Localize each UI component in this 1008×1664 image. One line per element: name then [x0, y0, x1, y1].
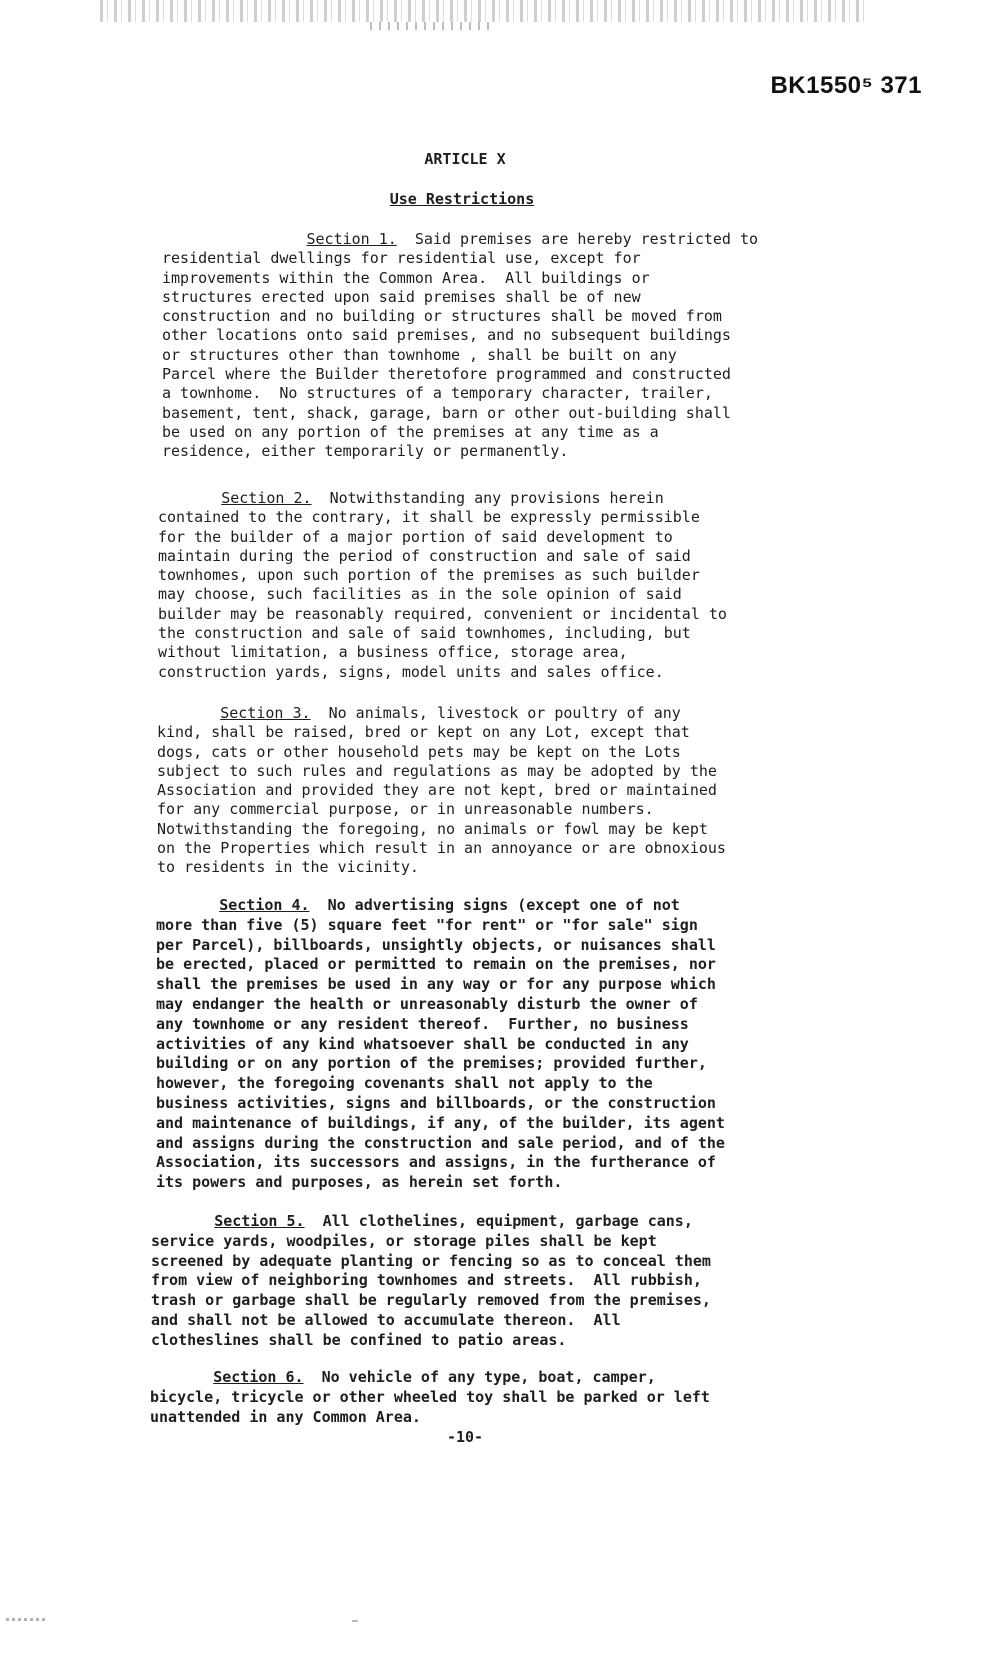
section-5-first-line: All clothelines, equipment, garbage cans, — [304, 1212, 693, 1230]
article-subtitle: Use Restrictions — [389, 190, 535, 208]
section-1-body: residential dwellings for residential use, except for improvements within the Common Area. All buildings or structures erected upon said premises shall be of new construction and no building or structures shall be moved from other locations onto said premises, and no subsequent buildings or structures other than townhome , shall be built on any Parcel where the Builder theretofore programmed and constructed a townhome. No structures of a temporary character, trailer, basement, tent, shack, garage, barn or other out-building shall be used on any portion of the premises at any time as a residence, either temporarily or permanently. — [162, 249, 731, 461]
section-4-body: more than five (5) square feet "for rent" or "for sale" sign per Parcel), billboards, unsightly objects, or nuisances shall be erected, placed or permitted to remain on the premises, nor shall the premises be used in any way or for any purpose which may endanger the health or unreasonably disturb the owner of any townhome or any resident thereof. Further, no business activities of any kind whatsoever shall be conducted in any building or on any portion of the premises; provided further, however, the foregoing covenants shall not apply to the business activities, signs and billboards, or the construction and maintenance of buildings, if any, of the builder, its agent and assigns during the construction and sale period, and of the Association, its successors and assigns, in the furtherance of its powers and purposes, as herein set forth. — [156, 915, 725, 1192]
section-1-first-line: Said premises are hereby restricted to — [396, 230, 759, 248]
section-2-first-line: Notwithstanding any provisions herein — [311, 489, 664, 507]
section-6-label: Section 6. — [213, 1368, 304, 1386]
section-6-body: bicycle, tricycle or other wheeled toy shall be parked or left unattended in any Common Area. — [150, 1387, 710, 1426]
section-2-label: Section 2. — [221, 489, 312, 507]
section-3-label: Section 3. — [220, 704, 311, 722]
article-title: ARTICLE X — [424, 150, 506, 168]
scan-artifact-top-2 — [370, 22, 490, 30]
section-2 — [158, 489, 727, 682]
section-1-label: Section 1. — [306, 230, 397, 248]
section-4-first-line: No advertising signs (except one of not — [309, 896, 680, 914]
section-2-body: contained to the contrary, it shall be expressly permissible for the builder of a major portion of said development to maintain during the period of construction and sale of said townhomes, upon such portion of the premises as such builder may choose, such facilities as in the sole opinion of said builder may be reasonably required, convenient or incidental to the construction and sale of said townhomes, including, but without limitation, a business office, storage area, construction yards, signs, model units and sales office. — [158, 508, 727, 681]
section-3 — [157, 704, 726, 878]
scan-artifact-bottom-2 — [352, 1620, 358, 1622]
section-3-first-line: No animals, livestock or poultry of any — [310, 704, 681, 722]
section-5 — [151, 1212, 711, 1351]
section-5-body: service yards, woodpiles, or storage piles shall be kept screened by adequate planting or fencing so as to conceal them from view of neighboring townhomes and streets. All rubbish, trash or garbage shall be regularly removed from the premises, and shall not be allowed to accumulate thereon. All clotheslines shall be confined to patio areas. — [151, 1231, 711, 1349]
page-number: -10- — [446, 1428, 484, 1446]
section-3-body: kind, shall be raised, bred or kept on any Lot, except that dogs, cats or other household pets may be kept on the Lots subject to such rules and regulations as may be adopted by the Association and provided they are not kept, bred or maintained for any commercial purpose, or in unreasonable numbers. Notwithstanding the foregoing, no animals or fowl may be kept on the Properties which result in an annoyance or are obnoxious to residents in the vicinity. — [157, 723, 726, 877]
scan-artifact-bottom — [6, 1618, 46, 1621]
document-number: BK1550⁵ 371 — [770, 72, 922, 99]
section-4-label: Section 4. — [219, 896, 310, 914]
section-4 — [156, 896, 725, 1193]
section-6 — [150, 1368, 710, 1427]
section-5-label: Section 5. — [214, 1212, 305, 1230]
section-6-first-line: No vehicle of any type, boat, camper, — [303, 1368, 656, 1386]
scan-artifact-top — [100, 0, 870, 22]
section-1 — [162, 230, 758, 462]
